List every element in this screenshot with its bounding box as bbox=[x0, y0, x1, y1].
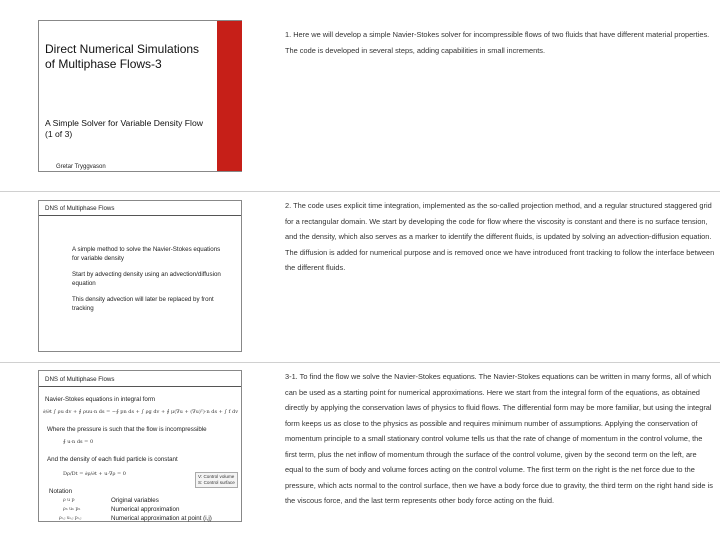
continuity-equation: ∮ u·n ds = 0 bbox=[63, 439, 94, 445]
legend-item: V: Control volume bbox=[198, 474, 235, 479]
note-paragraph-1: 1. Here we will develop a simple Navier-Stokes solver for incompressible flows of two fluids that have different material properties. The code is developed in several steps, adding capabilities in small increments. bbox=[285, 30, 710, 55]
density-label: And the density of each fluid particle is constant bbox=[47, 456, 178, 463]
slide-header: DNS of Multiphase Flows bbox=[45, 205, 115, 212]
bullet-item: This density advection will later be replaced by front tracking bbox=[72, 296, 214, 312]
notation-symbols: ρₕ uₕ pₕ bbox=[63, 507, 81, 512]
slide-author: Gretar Tryggvason bbox=[56, 164, 106, 170]
notation-text: Original variables bbox=[111, 497, 159, 504]
slide-1-title bbox=[38, 20, 242, 172]
integral-form-label: Navier-Stokes equations in integral form bbox=[45, 396, 156, 403]
slide-subtitle: A Simple Solver for Variable Density Flow (1 of 3) bbox=[45, 118, 203, 139]
slide-header: DNS of Multiphase Flows bbox=[45, 376, 115, 383]
incompressible-label: Where the pressure is such that the flow is incompressible bbox=[47, 426, 207, 433]
slide-2 bbox=[38, 200, 242, 352]
slide-3 bbox=[38, 370, 242, 522]
note-paragraph-2: 2. The code uses explicit time integration, implemented as the so-called projection method, and a regular structured staggered grid for a rectangular domain. We start by developing the code for flow where the viscosity is constant and there is no surface tension, and the density, which also serves as a marker to identify the different fluids, is updated by solving an advection-diffusion equation. The diffusion is added for numerical purpose and is removed once we have introduced front tracking to follow the interface between the different fluids. bbox=[285, 201, 715, 272]
notation-label: Notation bbox=[49, 488, 73, 495]
note-paragraph-3: 3-1. To find the flow we solve the Navier-Stokes equations. The Navier-Stokes equations can be written in many forms, all of which can be used as a starting point for numerical approximations. Here we start from the integral form of the equations, as obtained directly by applying the conservation laws of physics to fluid flows. The differential form may be more familiar, but using the integral form keeps us as close to the physics as possible and requires minimum number of assumptions. Applying the conservation of momentum principle to a small stationary control volume tells us that the rate of change of momentum in the control volume, the first term, plus the net inflow of momentum through the surface of the control volume, given by the second term on the left, are equal to the sum of body and volume forces acting on the control volume. The first term on the right is the net force due to the pressure, which acts normal to the control surface, then we have a body force due to gravity, the third term on the right hand side is the viscous force, and the last term represents other body force acting on the fluid. bbox=[285, 372, 713, 505]
notation-text: Numerical approximation bbox=[111, 506, 180, 513]
slide-title: Direct Numerical Simulations of Multiphase Flows-3 bbox=[45, 42, 200, 71]
notation-symbols: ρ u p bbox=[63, 498, 75, 503]
section-divider bbox=[0, 362, 720, 363]
legend-item: S: Control surface bbox=[198, 480, 235, 485]
accent-bar bbox=[217, 21, 242, 171]
header-divider bbox=[39, 386, 241, 387]
header-divider bbox=[39, 215, 241, 216]
density-equation: Dρ/Dt = ∂ρ/∂t + u·∇ρ = 0 bbox=[63, 471, 126, 477]
momentum-equation: ∂/∂t ∫ ρu dv + ∮ ρuu·n ds = −∮ pn ds + ∫ ρg dv + ∮ μ(∇u + (∇u)ᵀ)·n ds + ∫ f dv bbox=[43, 409, 239, 415]
bullet-item: Start by advecting density using an advection/diffusion equation bbox=[72, 271, 221, 287]
bullet-item: A simple method to solve the Navier-Stokes equations for variable density bbox=[72, 246, 221, 262]
control-volume-legend bbox=[195, 472, 238, 488]
notation-symbols: ρᵢ,ⱼ uᵢ,ⱼ pᵢ,ⱼ bbox=[59, 516, 82, 521]
section-divider bbox=[0, 191, 720, 192]
slide-bullets bbox=[72, 246, 222, 322]
notation-text: Numerical approximation at point (i,j) bbox=[111, 515, 212, 522]
